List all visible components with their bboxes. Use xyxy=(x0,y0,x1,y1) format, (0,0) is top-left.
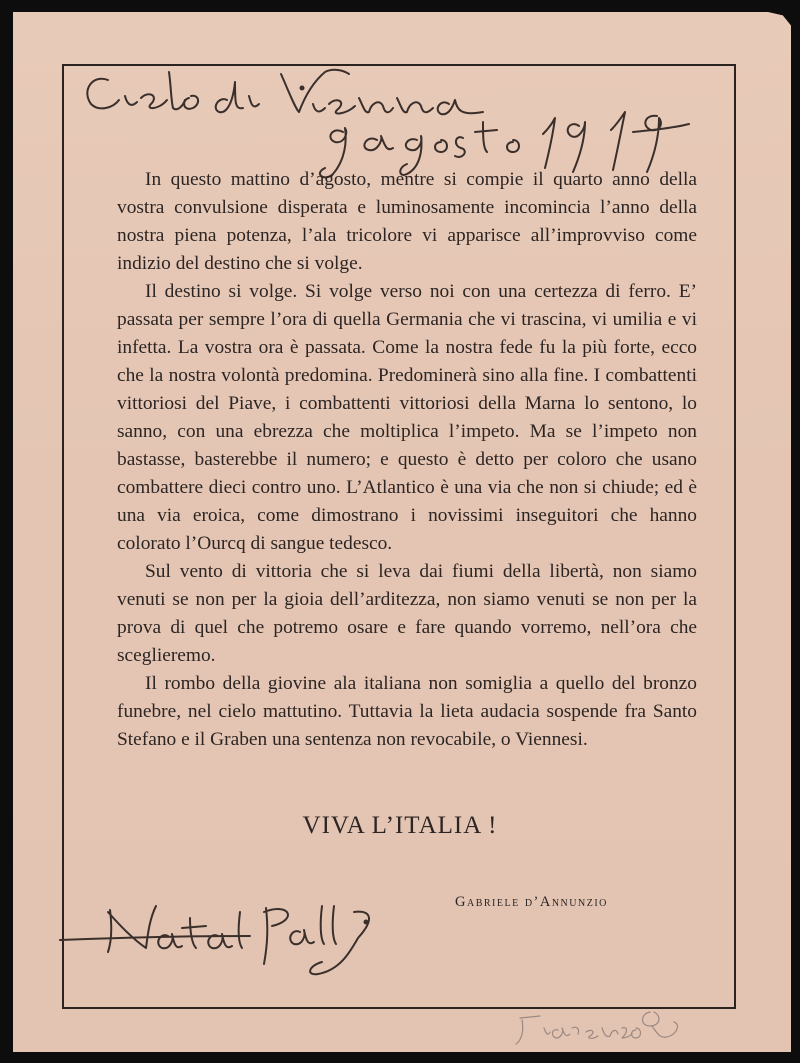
paragraph-1: In questo mattino d’agosto, mentre si compie il quarto anno della vostra convulsione disperata e luminosamente incomincia l’anno della nostra piena potenza, l’ala tricolore vi apparisce all’improvviso come indizio del destino che si volge. xyxy=(117,169,697,274)
author-name: Gabriele d’Annunzio xyxy=(455,894,608,910)
torn-corner xyxy=(759,10,793,28)
pencil-annotation xyxy=(510,1000,690,1050)
handwritten-signature xyxy=(50,882,410,982)
paragraph-2: Il destino si volge. Si volge verso noi con una certezza di ferro. E’ passata per sempre l’ora di quella Germania che vi trascina, vi umilia e vi infetta. La vostra ora è passata. Come la nostra fede fu la più forte, ecco che la nostra volontà predomina. Predominerà sino alla fine. I combattenti vittoriosi del Piave, i combattenti vittoriosi della Marna lo sentono, lo sanno, con una ebrezza che moltiplica l’impeto. Ma se l’impeto non bastasse, basterebbe il numero; e questo è detto per coloro che usano combattere dieci contro uno. L’Atlantico è una via che non si chiude; ed è una via eroica, come dimostrano i novissimi inseguitori che hanno colorato l’Ourcq di sangue tedesco. xyxy=(117,281,697,554)
paragraph-4: Il rombo della giovine ala italiana non somiglia a quello del bronzo funebre, nel cielo mattutino. Tuttavia la lieta audacia sospende fra Santo Stefano e il Graben una sentenza non revocabile, o Viennesi. xyxy=(117,673,697,750)
handwritten-header xyxy=(13,12,713,182)
proclamation-body xyxy=(117,166,697,754)
paragraph-3: Sul vento di vittoria che si leva dai fiumi della libertà, non siamo venuti se non per la gioia dell’arditezza, non siamo venuti se non per la prova di quel che potremo osare e fare quando vorremo, nell’ora che sceglieremo. xyxy=(117,561,697,666)
closing-slogan: VIVA L’ITALIA ! xyxy=(302,812,498,839)
